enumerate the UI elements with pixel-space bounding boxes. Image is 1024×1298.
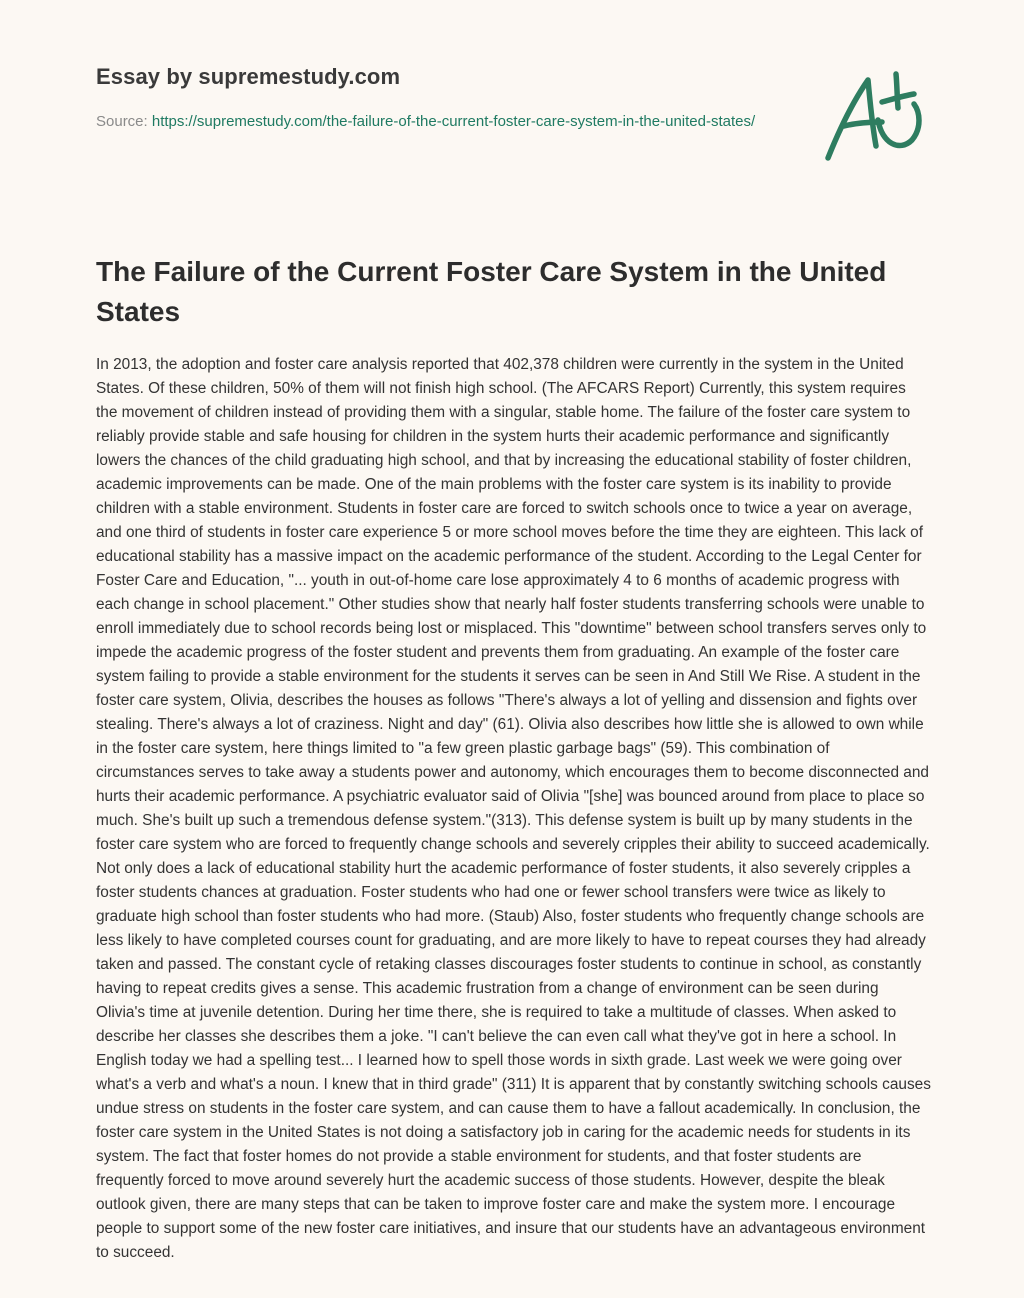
a-plus-grade-icon xyxy=(818,62,928,166)
site-title: Essay by supremestudy.com xyxy=(96,64,401,89)
source-link[interactable]: https://supremestudy.com/the-failure-of-the-current-foster-care-system-in-the-united-states/ xyxy=(151,113,756,130)
essay-body: In 2013, the adoption and foster care analysis reported that 402,378 children were currently in the system in the United States. Of these children, 50% of them will not finish high school. (The AFCARS Report) Currently, this system requires the movement of children instead of providing them with a singular, stable home. The failure of the foster care system to reliably provide stable and safe housing for children in the system hurts their academic performance and significantly lowers the chances of the child graduating high school, and that by increasing the educational stability of foster children, academic improvements can be made. One of the main problems with the foster care system is its inability to provide children with a stable environment. Students in foster care are forced to switch schools once to twice a year on average, and one third of students in foster care experience 5 or more school moves before the time they are eighteen. This lack of educational stability has a massive impact on the academic performance of the student. According to the Legal Center for Foster Care and Education, "... youth in out-of-home care lose approximately 4 to 6 months of academic progress with each change in school placement." Other studies show that nearly half foster students transferring schools were unable to enroll immediately due to school records being lost or misplaced. This "downtime" between school transfers serves only to impede the academic progress of the foster student and prevents them from graduating. An example of the foster care system failing to provide a stable environment for the students it serves can be seen in And Still We Rise. A student in the foster care system, Olivia, describes the houses as follows "There's always a lot of yelling and dissension and fights over stealing. There's always a lot of craziness. Night and day" (61). Olivia also describes how little she is allowed to own while in the foster care system, here things limited to "a few green plastic garbage bags" (59). This combination of circumstances serves to take away a students power and autonomy, which encourages them to become disconnected and hurts their academic performance. A psychiatric evaluator said of Olivia "[she] was bounced around from place to place so much. She's built up such a tremendous defense system."(313). This defense system is built up by many students in the foster care system who are forced to frequently change schools and severely cripples their ability to succeed academically. Not only does a lack of educational stability hurt the academic performance of foster students, it also severely cripples a foster students chances at graduation. Foster students who had one or fewer school transfers were twice as likely to graduate high school than foster students who had more. (Staub) Also, foster students who frequently change schools are less likely to have completed courses count for graduating, and are more likely to have to repeat courses they had already taken and passed. The constant cycle of retaking classes discourages foster students to continue in school, as constantly having to repeat credits gives a sense. This academic frustration from a change of environment can be seen during Olivia's time at juvenile detention. During her time there, she is required to take a multitude of classes. When asked to describe her classes she describes them a joke. "I can't believe the can even call what they've got in here a school. In English today we had a spelling test... I learned how to spell those words in sixth grade. Last week we were going over what's a verb and what's a noun. I knew that in third grade" (311) It is apparent that by constantly switching schools causes undue stress on students in the foster care system, and can cause them to have a fallout academically. In conclusion, the foster care system in the United States is not doing a satisfactory job in caring for the academic needs for students in its system. The fact that foster homes do not provide a stable environment for students, and that foster students are frequently forced to move around severely hurt the academic success of those students. However, despite the bleak outlook given, there are many steps that can be taken to improve foster care and make the system more. I encourage people to support some of the new foster care initiatives, and insure that our students have an advantageous environment to succeed. xyxy=(96,356,931,1261)
essay-title: The Failure of the Current Foster Care System in the United States xyxy=(96,256,887,327)
source-line xyxy=(96,110,756,134)
source-label: Source: xyxy=(96,113,152,130)
